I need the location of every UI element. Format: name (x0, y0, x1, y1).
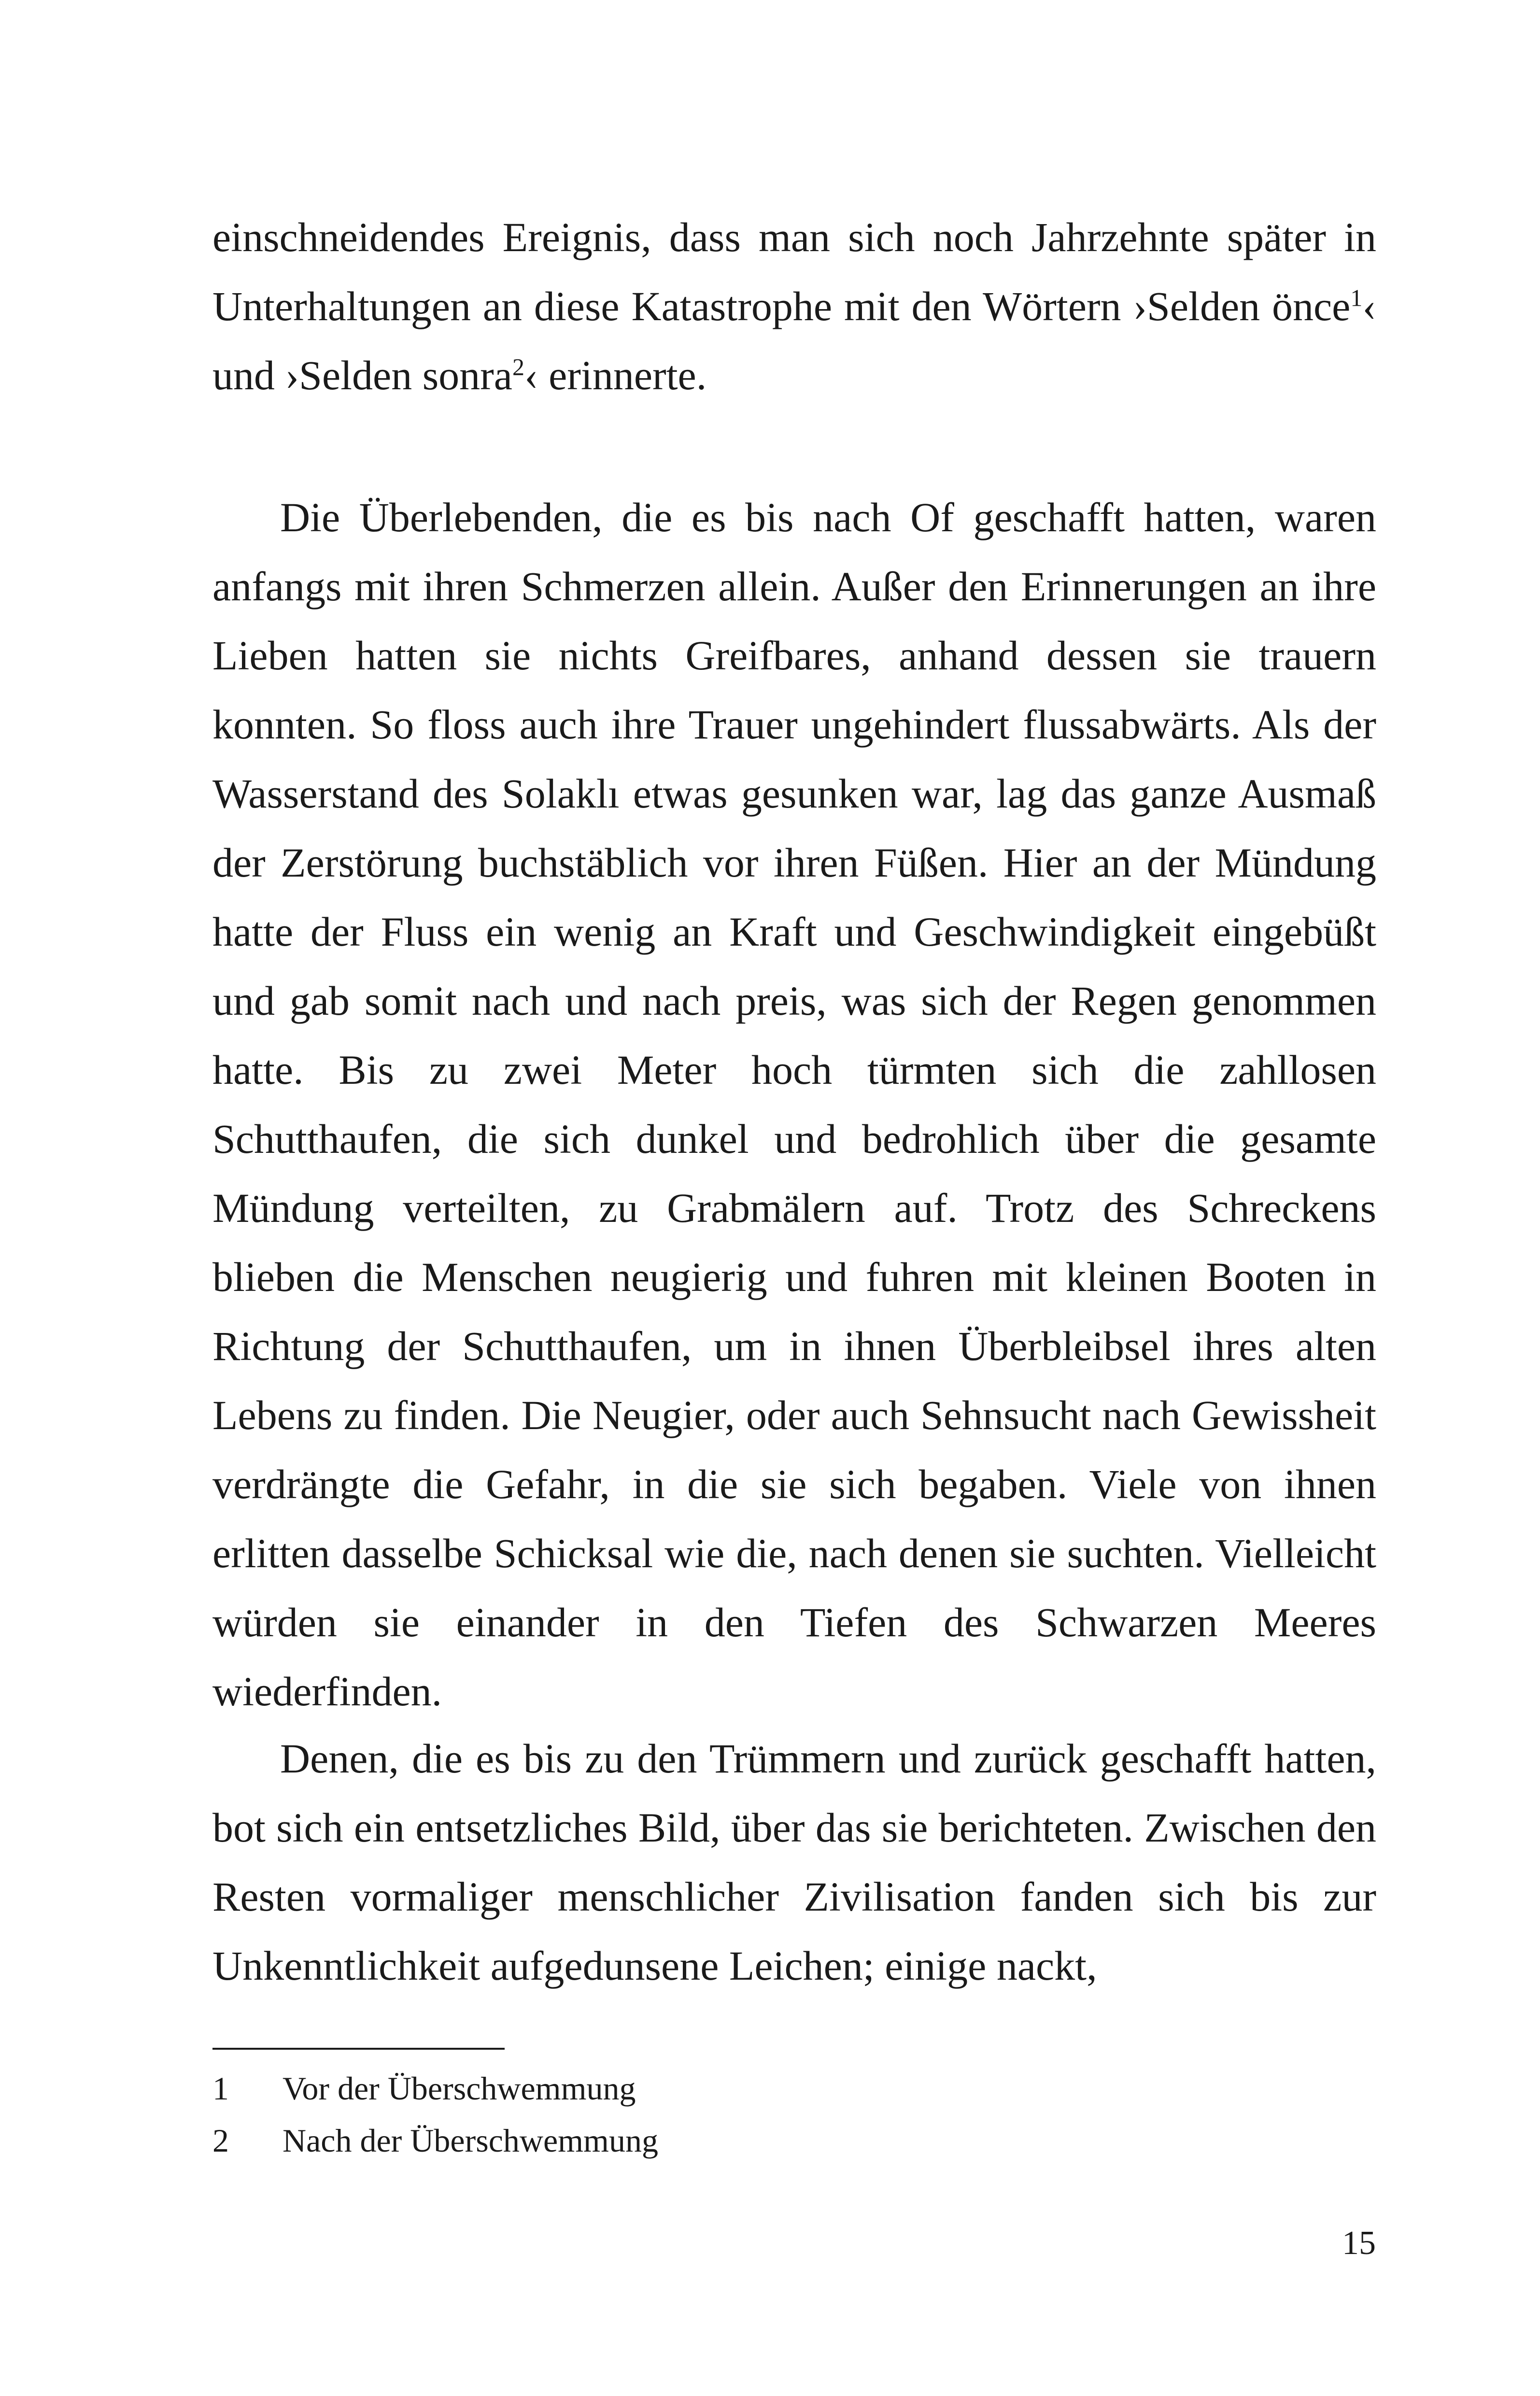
footnote-ref-2: 2 (512, 353, 524, 381)
page-number: 15 (1342, 2225, 1376, 2262)
footnote-ref-1: 1 (1350, 284, 1363, 312)
paragraph-1-text (212, 203, 1376, 410)
footnote-1-text: Vor der Überschwemmung (283, 2070, 636, 2107)
footnote-2 (212, 2114, 1376, 2167)
paragraph-1-text-a: einschneidendes Ereignis, dass man sich noch Jahrzehnte später in Unterhaltungen an diese Katastrophe mit den Wörtern ›Selden önce (212, 214, 1376, 329)
paragraph-1-text-b: ‹ und ›Selden sonra (212, 283, 1376, 398)
footnote-1-number: 1 (212, 2070, 229, 2107)
footnote-divider (212, 2048, 505, 2050)
paragraph-2 (212, 483, 1376, 1726)
footnote-2-text: Nach der Überschwemmung (283, 2122, 658, 2159)
paragraph-3-text: Denen, die es bis zu den Trümmern und zurück geschafft hatten, bot sich ein entsetzliches Bild, über das sie berichteten. Zwischen den Resten vormaliger menschlicher Zivilisation fanden sich bis zur Unkenntlichkeit aufgedunsene Leichen; einige nackt, (212, 1735, 1376, 1989)
paragraph-2-text: Die Überlebenden, die es bis nach Of geschafft hatten, waren anfangs mit ihren Schmerzen allein. Außer den Erinnerungen an ihre Lieben hatten sie nichts Greifbares, anhand dessen sie trauern konnten. So floss auch ihre Trauer ungehindert flussabwärts. Als der Wasserstand des Solaklı etwas gesunken war, lag das ganze Ausmaß der Zerstörung buchstäblich vor ihren Füßen. Hier an der Mündung hatte der Fluss ein wenig an Kraft und Geschwindigkeit eingebüßt und gab somit nach und nach preis, was sich der Regen genommen hatte. Bis zu zwei Meter hoch türmten sich die zahllosen Schutthaufen, die sich dunkel und bedrohlich über die gesamte Mündung verteilten, zu Grabmälern auf. Trotz des Schreckens blieben die Menschen neugierig und fuhren mit kleinen Booten in Richtung der Schutthaufen, um in ihnen Überbleibsel ihres alten Lebens zu finden. Die Neugier, oder auch Sehnsucht nach Gewissheit verdrängte die Gefahr, in die sie sich begaben. Viele von ihnen erlitten dasselbe Schicksal wie die, nach denen sie suchten. Vielleicht würden sie einander in den Tiefen des Schwarzen Meeres wiederfinden. (212, 494, 1376, 1715)
paragraph-1 (212, 203, 1376, 410)
footnote-1 (212, 2062, 1376, 2114)
footnote-2-number: 2 (212, 2122, 229, 2159)
paragraph-3 (212, 1724, 1376, 2000)
footnotes (212, 2062, 1376, 2167)
paragraph-1-text-c: ‹ erinnerte. (524, 352, 707, 398)
